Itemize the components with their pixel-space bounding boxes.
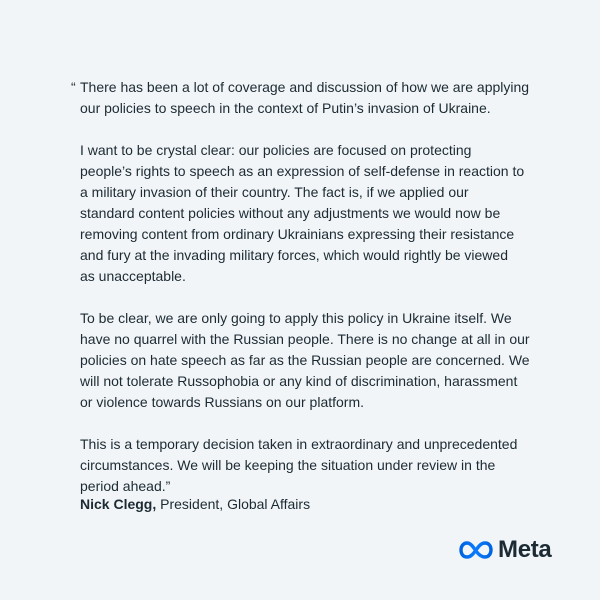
open-quote-mark: “ — [71, 79, 76, 95]
quote-paragraph-2: I want to be crystal clear: our policies are focused on protecting people’s rights to speech as an expression of self-defense in reaction to a military invasion of their country. The fact is, if we applied our standard content policies without any adjustments we would now be removing content from ordinary Ukrainians expressing their resistance and fury at the invading military forces, which would rightly be viewed as unacceptable. — [80, 142, 525, 284]
speaker-title: President, Global Affairs — [156, 496, 311, 512]
quote-block — [71, 77, 550, 518]
meta-logo — [459, 535, 551, 565]
speaker-name: Nick Clegg, — [80, 496, 157, 512]
meta-infinity-icon — [459, 540, 493, 560]
quote-paragraph-1: There has been a lot of coverage and discussion of how we are applying our policies to speech in the context of Putin’s invasion of Ukraine. — [80, 79, 530, 116]
quote-paragraph-4: This is a temporary decision taken in extraordinary and unprecedented circumstances. We will be keeping the situation under review in the period ahead.” — [80, 436, 518, 494]
attribution — [80, 494, 310, 515]
meta-wordmark: Meta — [498, 536, 552, 563]
quote-paragraph-3: To be clear, we are only going to apply this policy in Ukraine itself. We have no quarrel with the Russian people. There is no change at all in our policies on hate speech as far as the Russian people are concerned. We will not tolerate Russophobia or any kind of discrimination, harassment or violence towards Russians on our platform. — [80, 310, 530, 410]
